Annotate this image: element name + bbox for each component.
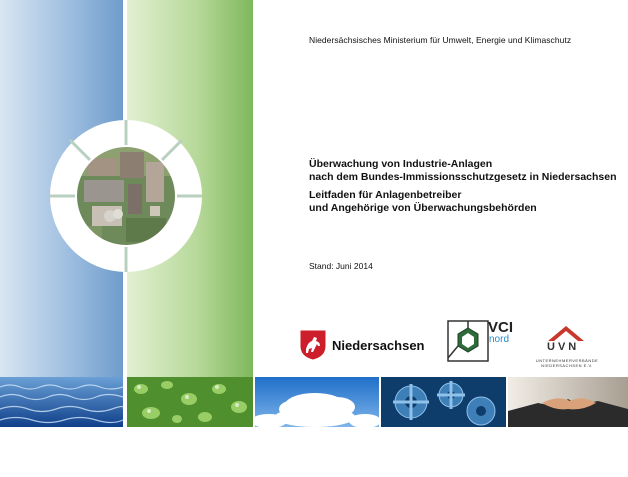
handshake-photo: [508, 377, 628, 427]
ministry-name: Niedersächsisches Ministerium für Umwelt, Energie und Klimaschutz: [309, 35, 572, 45]
title-line-1: Überwachung von Industrie-Anlagen: [309, 158, 493, 170]
uvn-subtitle: UNTERNEHMERVERBÄNDE NIEDERSACHSEN E.V.: [535, 358, 599, 368]
subtitle-line-1: Leitfaden für Anlagenbetreiber: [309, 189, 462, 201]
gears-photo: [381, 377, 506, 427]
water-photo: [0, 377, 123, 427]
industrial-aerial-photo: [48, 118, 204, 274]
uvn-label: UVN: [547, 341, 580, 353]
leaf-droplets-photo: [127, 377, 253, 427]
document-title: [309, 158, 617, 184]
vci-label: VCI: [488, 319, 514, 336]
subtitle-line-2: und Angehörige von Überwachungsbehörden: [309, 202, 537, 214]
niedersachsen-horse-crest-icon: [300, 330, 326, 360]
sky-clouds-photo: [255, 377, 379, 427]
vci-nord-label: nord: [489, 334, 510, 345]
title-line-2: nach dem Bundes-Immissionsschutzgesetz in Niedersachsen: [309, 171, 617, 183]
vci-hexagon-icon: [447, 320, 491, 364]
niedersachsen-logo: [300, 330, 425, 360]
stand-date: Stand: Juni 2014: [309, 261, 373, 271]
niedersachsen-label: Niedersachsen: [332, 337, 425, 353]
document-subtitle: [309, 189, 537, 215]
